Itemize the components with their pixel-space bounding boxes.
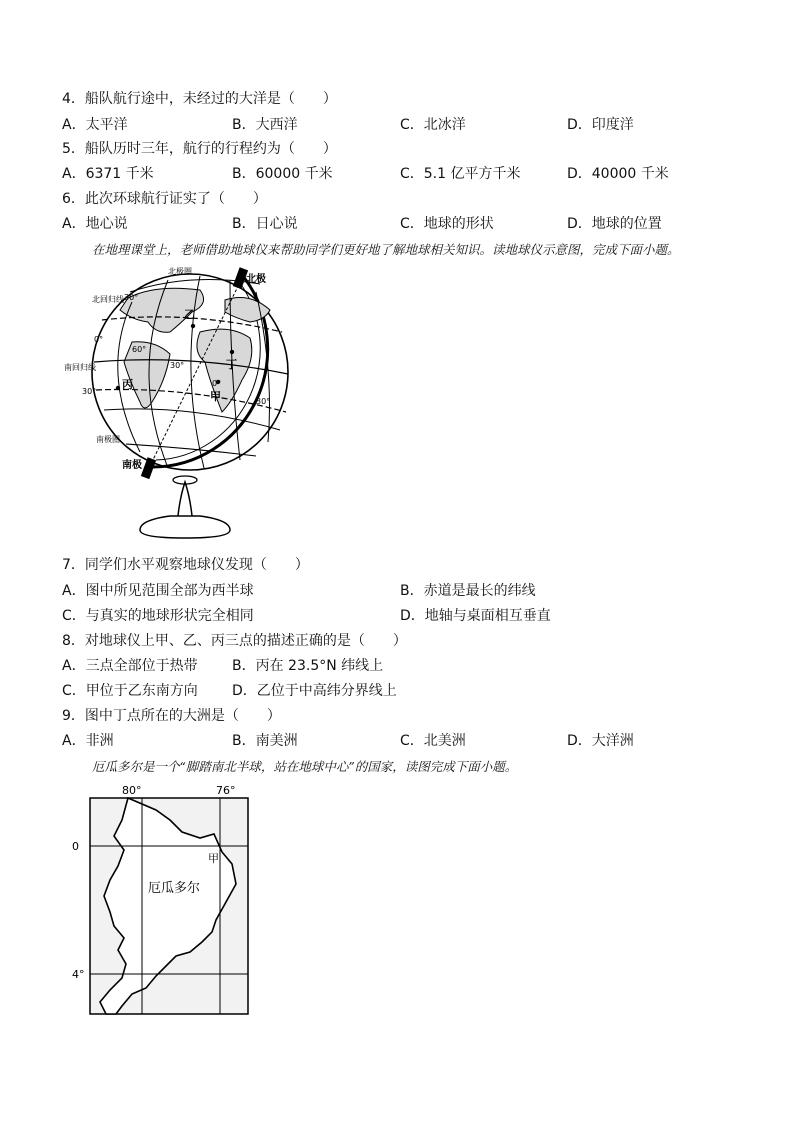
question-6-stem: 6．此次环球航行证实了（ ） xyxy=(62,191,267,207)
question-8-stem: 8．对地球仪上甲、乙、丙三点的描述正确的是（ ） xyxy=(62,633,407,649)
q5-option-a[interactable]: A．6371 千米 xyxy=(62,166,154,182)
label-tropic-cancer: 北回归线 xyxy=(92,295,124,304)
point-ding-dot xyxy=(230,350,234,354)
q7-option-b[interactable]: B．赤道是最长的纬线 xyxy=(400,583,536,599)
q9-option-d[interactable]: D．大洋洲 xyxy=(567,733,634,749)
point-yi-dot xyxy=(191,324,195,328)
q8-option-a[interactable]: A．三点全部位于热带 xyxy=(62,658,198,674)
label-point-bing: 丙 xyxy=(122,378,133,391)
label-tropic-capricorn: 南回归线 xyxy=(64,363,96,372)
label-point-jia: 甲 xyxy=(210,390,221,403)
point-bing-dot xyxy=(116,386,120,390)
q6-option-a[interactable]: A．地心说 xyxy=(62,216,128,232)
label-point-yi: 乙 xyxy=(184,308,195,321)
q7-option-d[interactable]: D．地轴与桌面相互垂直 xyxy=(400,608,551,624)
question-9-stem: 9．图中丁点所在的大洲是（ ） xyxy=(62,708,281,724)
globe-figure xyxy=(60,262,310,552)
q4-option-a[interactable]: A．太平洋 xyxy=(62,117,128,133)
label-antarctic-circle: 南极圈 xyxy=(96,435,120,444)
label-lat-30n: 30° xyxy=(124,293,139,302)
continent-africa xyxy=(197,329,252,412)
q8-option-d[interactable]: D．乙位于中高纬分界线上 xyxy=(232,683,397,699)
label-lat-30s: 30° xyxy=(82,387,97,396)
label-lat-0: 0 xyxy=(72,840,79,853)
q6-option-b[interactable]: B．日心说 xyxy=(232,216,298,232)
label-point-jia: 甲 xyxy=(208,852,219,865)
q5-option-d[interactable]: D．40000 千米 xyxy=(567,166,669,182)
lat-30s-line xyxy=(104,409,280,430)
globe-stand-neck xyxy=(178,482,192,516)
question-4-stem: 4．船队航行途中，未经过的大洋是（ ） xyxy=(62,91,337,107)
q5-option-c[interactable]: C．5.1 亿平方千米 xyxy=(400,166,521,182)
q9-option-b[interactable]: B．南美洲 xyxy=(232,733,298,749)
label-north-pole: 北极 xyxy=(246,274,266,285)
question-7-stem: 7．同学们水平观察地球仪发现（ ） xyxy=(62,557,309,573)
q6-option-c[interactable]: C．地球的形状 xyxy=(400,216,494,232)
q4-option-b[interactable]: B．大西洋 xyxy=(232,117,298,133)
label-lon-76: 76° xyxy=(216,784,236,797)
q6-option-d[interactable]: D．地球的位置 xyxy=(567,216,662,232)
antarctic-circle-line xyxy=(126,444,256,456)
globe-stand-base xyxy=(140,516,230,538)
label-arctic-circle: 北极圈 xyxy=(168,267,192,276)
ecuador-intro-text: 厄瓜多尔是一个“脚踏南北半球，站在地球中心”的国家，读图完成下面小题。 xyxy=(92,759,518,774)
label-lon-30: 30° xyxy=(170,361,185,370)
q8-option-b[interactable]: B．丙在 23.5°N 纬线上 xyxy=(232,658,384,674)
q7-option-c[interactable]: C．与真实的地球形状完全相同 xyxy=(62,608,254,624)
label-lon-60: 60° xyxy=(132,345,147,354)
label-lat-0: 0° xyxy=(94,335,104,344)
label-lat-4: 4° xyxy=(72,968,85,981)
label-south-pole: 南极 xyxy=(122,460,142,471)
ecuador-map xyxy=(66,780,256,1020)
globe-intro-text: 在地理课堂上，老师借助地球仪来帮助同学们更好地了解地球相关知识。读地球仪示意图，完成下面小题。 xyxy=(92,242,680,257)
label-lat-30-right: 30° xyxy=(256,397,271,406)
label-lon-0: 0° xyxy=(212,379,222,388)
label-lon-80: 80° xyxy=(122,784,142,797)
q7-option-a[interactable]: A．图中所见范围全部为西半球 xyxy=(62,583,254,599)
q8-option-c[interactable]: C．甲位于乙东南方向 xyxy=(62,683,198,699)
q4-option-d[interactable]: D．印度洋 xyxy=(567,117,634,133)
q9-option-a[interactable]: A．非洲 xyxy=(62,733,114,749)
continent-south-america xyxy=(124,342,170,408)
label-point-ding: 丁 xyxy=(226,358,237,371)
label-country-ecuador: 厄瓜多尔 xyxy=(148,881,201,896)
q5-option-b[interactable]: B．60000 千米 xyxy=(232,166,333,182)
q9-option-c[interactable]: C．北美洲 xyxy=(400,733,466,749)
q4-option-c[interactable]: C．北冰洋 xyxy=(400,117,466,133)
question-5-stem: 5．船队历时三年，航行的行程约为（ ） xyxy=(62,141,337,157)
